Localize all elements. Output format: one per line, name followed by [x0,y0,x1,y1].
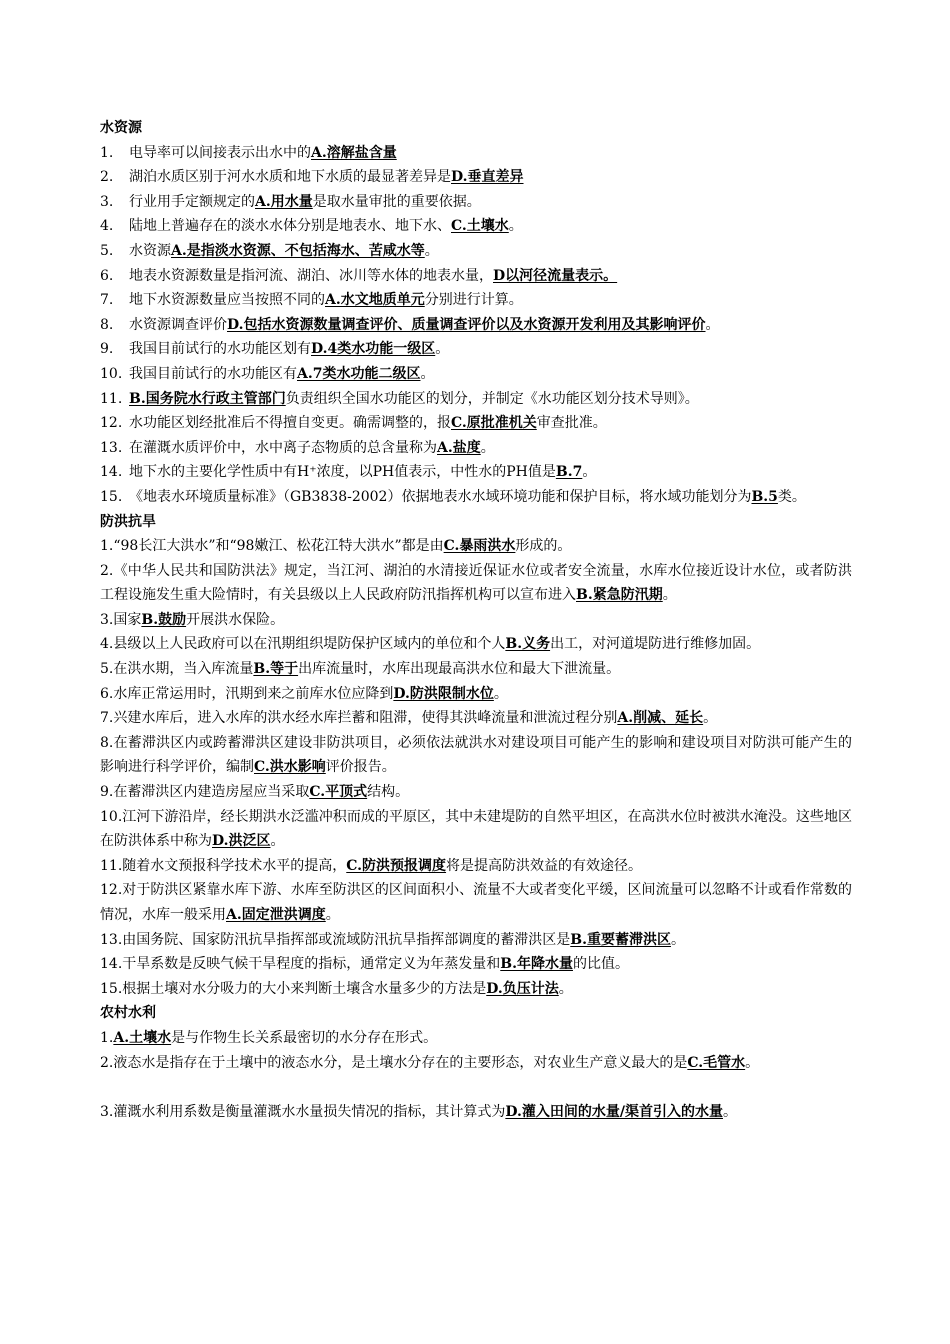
question-text [129,239,852,264]
question-item [100,313,852,338]
question-item [100,1026,852,1051]
question-tail: 类。 [777,488,806,505]
question-stem: 江河下游沿岸，经长期洪水泛滥冲积而成的平原区，其中未建堤防的自然平坦区，在高洪水位时被洪水淹没。这些地区在防洪体系中称为 [100,808,852,850]
question-item [100,706,852,731]
answer-text: B.紧急防汛期 [576,587,663,604]
question-stem: 水功能区划经批准后不得擅自变更。确需调整的，报 [129,415,451,432]
question-stem: 干旱系数是反映气候干旱程度的指标，通常定义为年蒸发量和 [122,956,501,973]
question-tail: 。 [703,710,718,727]
question-tail: 审查批准。 [536,415,607,432]
question-number: 7. [100,292,114,309]
question-stem: 地下水资源数量应当按照不同的 [129,292,325,309]
question-tail: 。 [435,341,450,358]
question-item [100,165,852,190]
question-item [100,682,852,707]
question-number: 2. [100,562,114,579]
question-tail: 。 [325,907,340,923]
question-item [100,657,852,682]
question-text [129,362,852,387]
question-tail: 将是提高防洪效益的有效途径。 [446,857,643,874]
question-number: 9. [100,784,114,801]
answer-text: C.防洪预报调度 [346,857,447,874]
answer-text: B.国务院水行政主管部门 [129,390,286,407]
question-number: 4. [100,218,114,235]
question-stem: 在洪水期，当入库流量 [113,661,254,678]
answer-text: C.原批准机关 [451,415,537,432]
question-item [100,214,852,239]
question-item [100,559,852,608]
question-stem: 由国务院、国家防汛抗旱指挥部或流域防汛抗旱指挥部调度的蓄滞洪区是 [122,931,571,948]
question-text [129,214,852,239]
answer-text: D.负压计法 [486,980,559,997]
question-number: 13. [100,931,123,948]
answer-text: A.7类水功能二级区 [297,365,421,382]
answer-text: A.盐度 [437,439,481,456]
section-title-water-resources: 水资源 [100,120,142,136]
answer-text: A.是指淡水资源、不包括海水、苦咸水等 [171,242,425,259]
question-stem: 行业用手定额规定的 [129,193,255,210]
question-item [100,632,852,657]
answer-text: A.用水量 [255,193,313,210]
answer-text: C.洪水影响 [254,759,326,776]
section-water-resources [100,141,852,510]
question-tail: 。 [270,833,285,850]
answer-text: A.水文地质单元 [325,292,425,309]
question-number: 12. [100,415,123,432]
question-stem: 我国目前试行的水功能区划有 [129,341,311,358]
answer-text: B.义务 [505,636,551,653]
question-item [100,534,852,559]
question-item [100,190,852,215]
question-text [129,337,852,362]
answer-text: D.灌入田间的水量/渠首引入的水量 [505,1103,723,1120]
question-number: 10. [100,808,123,825]
answer-text: C.毛管水 [687,1054,746,1071]
question-stem: 液态水是指存在于土壤中的液态水分，是土壤水分存在的主要形态，对农业生产意义最大的是 [113,1054,688,1071]
question-item [100,854,852,879]
question-tail: 。 [508,218,523,235]
question-stem: 在蓄滞洪区内建造房屋应当采取 [113,784,310,801]
question-tail: 的比值。 [572,956,629,973]
question-item [100,239,852,264]
question-number: 7. [100,710,114,727]
question-text [129,190,852,215]
question-tail: 。 [582,464,597,481]
answer-text: D.包括水资源数量调查评价、质量调查评价以及水资源开发利用及其影响评价 [227,316,706,333]
question-number: 6. [100,267,114,284]
question-tail: 是与作物生长关系最密切的水分存在形式。 [171,1029,438,1046]
question-stem: “98长江大洪水”和“98嫩江、松花江特大洪水”都是由 [113,538,444,555]
question-tail: 开展洪水保险。 [186,611,285,628]
question-stem: 我国目前试行的水功能区有 [129,365,297,382]
answer-text: B.等于 [253,661,299,678]
question-number: 12. [100,882,123,899]
question-text [129,141,852,166]
question-item [100,485,852,510]
answer-text: B.鼓励 [141,611,187,628]
question-stem: 水库正常运用时，汛期到来之前库水位应降到 [113,685,394,702]
question-stem: 灌溉水利用系数是衡量灌溉水水量损失情况的指标，其计算式为 [113,1103,506,1120]
question-item [100,1051,852,1076]
question-tail: 。 [493,685,508,702]
question-text [129,288,852,313]
question-stem: 在蓄滞洪区内或跨蓄滞洪区建设非防洪项目，必须依法就洪水对建设项目可能产生的影响和建设项目对防洪可能产生的影响进行科学评价，编制 [100,734,852,776]
question-stem: 兴建水库后，进入水库的洪水经水库拦蓄和阻滞，使得其洪峰流量和泄流过程分别 [113,710,618,727]
question-item [100,387,852,412]
question-text [129,313,852,338]
question-tail: 。 [705,316,720,333]
answer-text: C.平顶式 [309,784,368,801]
question-text [129,460,852,485]
question-number: 15. [100,488,123,505]
question-item [100,805,852,854]
question-tail: 是取水量审批的重要依据。 [312,193,481,210]
answer-text: D.防洪限制水位 [393,685,494,702]
question-item [100,411,852,436]
question-number: 5. [100,242,114,259]
question-number: 11. [100,857,123,874]
question-number: 13. [100,439,123,456]
question-number: 3. [100,611,114,628]
question-tail: 。 [723,1103,737,1120]
blank-line [100,1075,852,1100]
answer-text: B.年降水量 [500,956,573,973]
question-stem: 随着水文预报科学技术水平的提高， [122,857,347,874]
question-number: 8. [100,316,114,333]
answer-text: A.土壤水 [113,1029,172,1046]
question-tail: 。 [745,1054,760,1071]
question-item [100,731,852,780]
answer-text: B.5 [751,488,778,505]
question-text [129,436,852,461]
answer-text: B.重要蓄滞洪区 [570,931,671,948]
question-tail: 。 [424,242,439,259]
question-stem: 地表水资源数量是指河流、湖泊、冰川等水体的地表水量， [129,267,493,284]
answer-text: D.洪泛区 [212,833,271,850]
question-item [100,460,852,485]
question-stem: 水资源 [129,242,171,259]
question-number: 3. [100,1103,114,1120]
question-tail: 。 [670,931,685,948]
question-tail: 负责组织全国水功能区的划分，并制定《水功能区划分技术导则》。 [285,390,699,407]
question-item [100,436,852,461]
answer-text: C.暴雨洪水 [443,538,516,555]
question-text [129,264,852,289]
question-number: 4. [100,636,114,653]
section-title-flood-control: 防洪抗旱 [100,513,156,530]
question-number: 14. [100,464,123,481]
question-stem: 陆地上普遍存在的淡水水体分别是地表水、地下水、 [129,218,451,235]
answer-text: C.土壤水 [451,218,509,235]
question-number: 9. [100,341,114,358]
question-text [129,387,852,412]
question-stem: 在灌溉水质评价中，水中离子态物质的总含量称为 [129,439,437,456]
question-stem: 湖泊水质区别于河水水质和地下水质的最显著差异是 [129,169,451,186]
question-stem: 根据土壤对水分吸力的大小来判断土壤含水量多少的方法是 [122,980,487,997]
question-item [100,928,852,953]
question-text [129,485,852,510]
question-number: 15. [100,980,123,997]
question-text [129,411,852,436]
section-title-rural-water: 农村水利 [100,1005,156,1022]
question-tail: 出库流量时，水库出现最高洪水位和最大下泄流量。 [298,661,621,678]
question-item [100,362,852,387]
question-item [100,952,852,977]
answer-text: D以河径流量表示。 [493,267,618,284]
question-tail: 形成的。 [515,538,572,555]
question-tail: 分别进行计算。 [424,292,523,309]
question-item [100,608,852,633]
question-number: 10. [100,365,123,382]
document-page [100,116,852,1124]
question-item [100,878,852,927]
question-number: 2. [100,169,114,186]
question-item [100,337,852,362]
question-number: 2. [100,1054,114,1071]
question-item [100,288,852,313]
question-item [100,141,852,166]
question-number: 3. [100,193,114,210]
question-tail: 结构。 [367,784,410,801]
question-tail: 。 [480,439,495,456]
answer-text: B.7 [555,464,583,481]
question-number: 8. [100,734,114,751]
question-number: 14. [100,956,123,973]
answer-text: A.固定泄洪调度 [226,907,326,923]
question-stem: 国家 [113,611,142,628]
answer-text: A.溶解盐含量 [311,144,397,161]
question-stem: 《中华人民共和国防洪法》规定，当江河、湖泊的水清接近保证水位或者安全流量，水库水位接近设计水位，或者防洪工程设施发生重大险情时，有关县级以上人民政府防汛指挥机构可以宣布进入 [100,562,852,604]
question-number: 5. [100,661,114,678]
question-tail: 。 [558,980,573,997]
question-tail: 出工，对河道堤防进行维修加固。 [550,636,761,653]
question-number: 1. [100,144,114,161]
answer-text: A.削减、延长 [617,710,704,727]
question-number: 1. [100,1029,114,1046]
question-number: 11. [100,390,123,407]
question-tail: 。 [420,365,435,382]
section-rural-water [100,1026,852,1124]
question-stem: 对于防洪区紧靠水库下游、水库至防洪区的区间面积小、流量不大或者变化平缓，区间流量可以忽略不计或看作常数的情况，水库一般采用 [100,882,852,923]
question-number: 6. [100,685,114,702]
question-tail: 。 [662,587,677,604]
question-item [100,780,852,805]
question-number: 1. [100,538,114,555]
question-item [100,264,852,289]
question-stem: 地下水的主要化学性质中有H⁺浓度，以PH值表示，中性水的PH值是 [129,464,556,481]
question-item [100,977,852,1002]
answer-text: D.垂直差异 [451,169,524,186]
section-flood-control [100,534,852,1001]
answer-text: D.4类水功能一级区 [311,341,436,358]
question-stem: 《地表水环境质量标准》（GB3838-2002）依据地表水水域环境功能和保护目标，将水域功能划分为 [129,488,752,505]
question-stem: 水资源调查评价 [129,316,227,333]
question-stem: 电导率可以间接表示出水中的 [129,144,311,161]
question-tail: 评价报告。 [325,759,396,776]
question-text [129,165,852,190]
question-item [100,1100,852,1125]
question-stem: 县级以上人民政府可以在汛期组织堤防保护区域内的单位和个人 [113,636,506,653]
